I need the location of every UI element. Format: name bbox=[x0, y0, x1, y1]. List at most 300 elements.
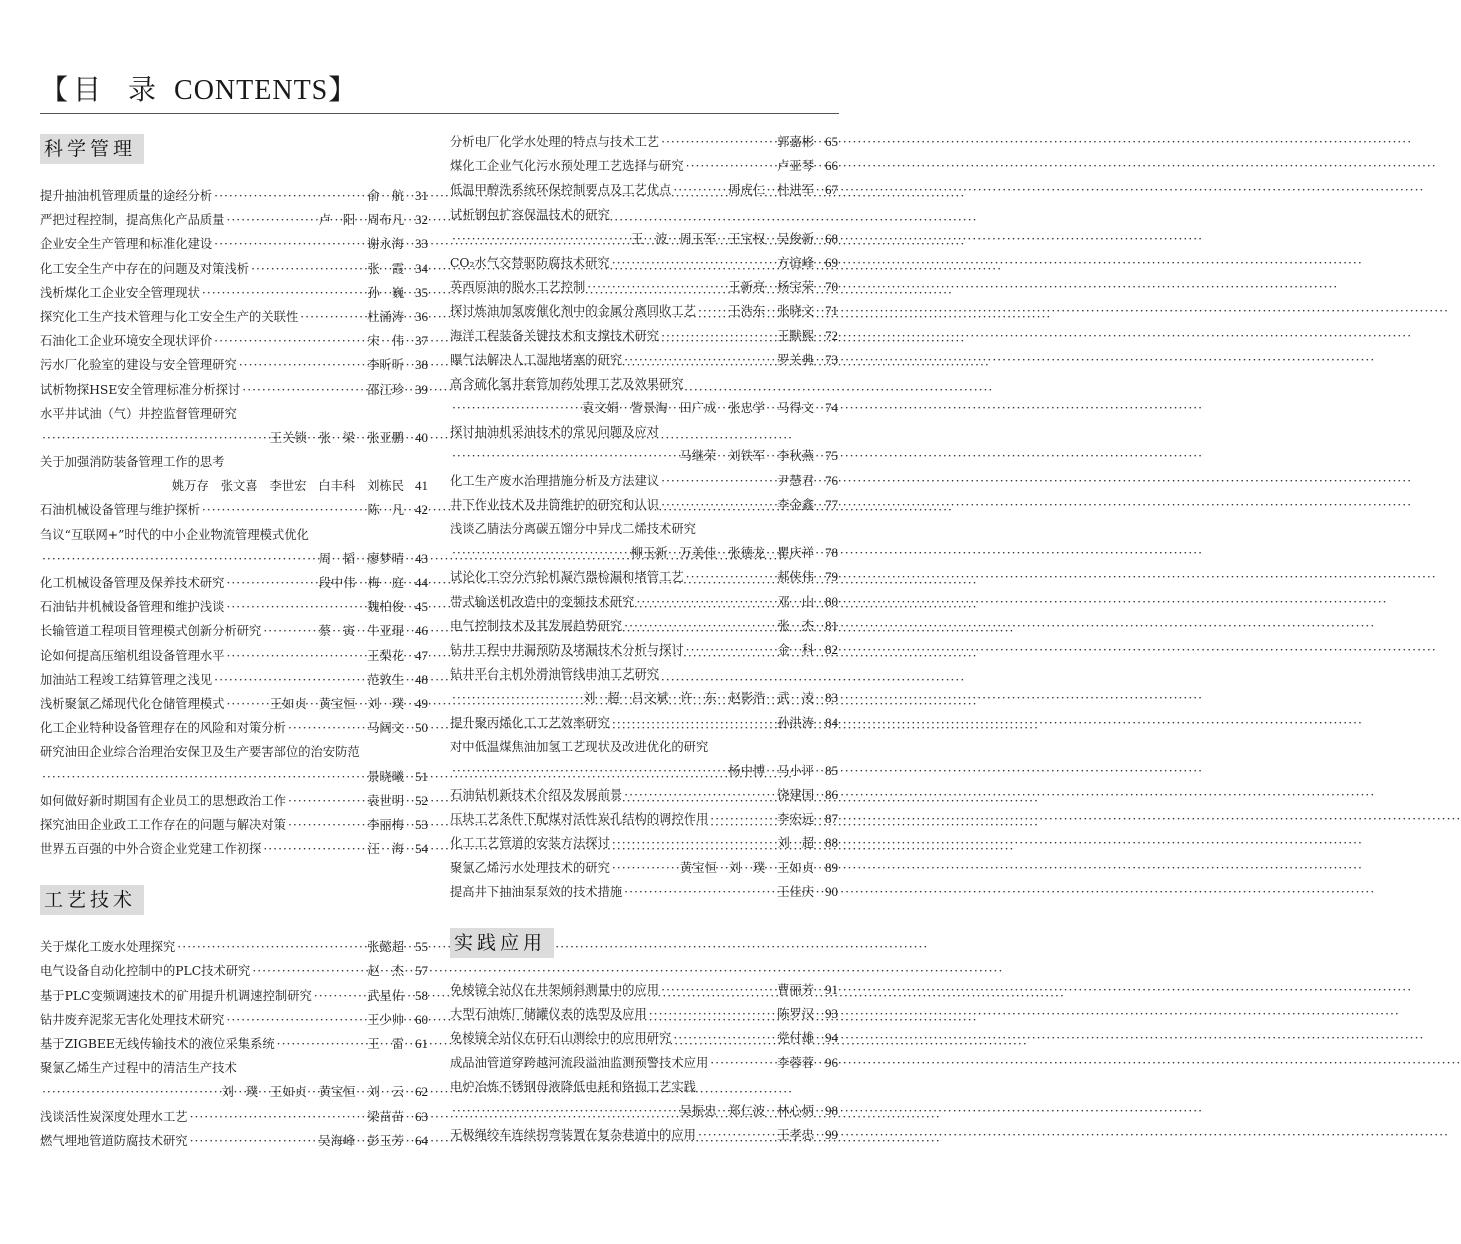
toc-entry-authors: 郭嘉彬 bbox=[777, 135, 814, 149]
toc-entry bbox=[40, 305, 428, 329]
toc-leader-dots bbox=[263, 837, 365, 861]
toc-entry bbox=[450, 735, 838, 783]
toc-entry-authors: 段中伟 梅 庭 bbox=[318, 576, 404, 590]
toc-entry-page: 96 bbox=[825, 1054, 838, 1070]
section-title: 实践应用 bbox=[450, 928, 554, 958]
toc-entry-authors: 李蓉蓉 bbox=[777, 1055, 814, 1070]
toc-entry-page: 93 bbox=[825, 1006, 838, 1022]
toc-entry-authors: 王少帅 bbox=[367, 1012, 404, 1027]
toc-leader-dots bbox=[226, 208, 316, 232]
toc-entry-authors: 王佳庆 bbox=[777, 884, 814, 899]
toc-entry-authors: 张 霞 bbox=[367, 261, 404, 276]
toc-entry-authors: 王新亮 杨宝荣 bbox=[728, 280, 814, 295]
toc-entry-line bbox=[450, 1123, 838, 1147]
toc-entry-authors: 郝侠伟 bbox=[777, 570, 814, 585]
toc-entry-page: 60 bbox=[415, 1011, 428, 1027]
toc-leader-dots bbox=[636, 590, 775, 614]
toc-leader-dots bbox=[661, 469, 775, 493]
toc-entry bbox=[450, 662, 838, 710]
toc-entry-title: 浅谈乙腈法分离碳五馏分中异戊二烯技术研究 bbox=[450, 522, 696, 536]
toc-entry bbox=[40, 619, 428, 643]
toc-entry bbox=[40, 595, 428, 619]
toc-entry-title-line bbox=[450, 372, 838, 396]
toc-leader-dots bbox=[214, 184, 365, 208]
toc-entry-author-line bbox=[40, 547, 428, 571]
toc-entry-title: 探究油田企业政工工作存在的问题与解决对策 bbox=[40, 817, 286, 832]
toc-entry bbox=[40, 1129, 428, 1153]
toc-leader-dots bbox=[202, 281, 366, 305]
toc-entry-title: 压块工艺条件下配煤对活性炭孔结构的调控作用 bbox=[450, 812, 709, 827]
toc-entry-title-line bbox=[450, 735, 838, 759]
section-header bbox=[40, 885, 428, 915]
toc-entry-page: 86 bbox=[825, 787, 838, 803]
toc-leader-dots bbox=[686, 565, 775, 589]
toc-entry-page: 57 bbox=[415, 963, 428, 979]
header-bracket-open: 【 bbox=[40, 75, 70, 106]
toc-entry-title: 燃气埋地管道防腐技术研究 bbox=[40, 1133, 188, 1148]
toc-entry-line bbox=[40, 595, 428, 619]
toc-entry-title: 浅谈活性炭深度处理水工艺 bbox=[40, 1109, 188, 1124]
toc-leader-dots bbox=[42, 1080, 219, 1104]
toc-entry-authors: 黄宝恒 刘 璞 王如贞 bbox=[679, 860, 814, 875]
toc-leader-dots bbox=[612, 251, 775, 275]
toc-leader-dots bbox=[214, 329, 365, 353]
toc-entry-line bbox=[40, 959, 428, 983]
toc-entry bbox=[40, 837, 428, 861]
toc-entry-authors: 景晓曦 bbox=[367, 769, 404, 784]
toc-leader-dots bbox=[452, 686, 581, 710]
header-en: CONTENTS bbox=[174, 75, 329, 106]
toc-entry-title: 免棱镜全站仪在井架倾斜测量中的应用 bbox=[450, 983, 660, 997]
toc-entry-page: 33 bbox=[415, 236, 428, 252]
toc-entry-page: 73 bbox=[825, 351, 838, 367]
toc-leader-dots bbox=[177, 935, 365, 959]
toc-entry-authors: 周虎仁 杜进军 bbox=[728, 183, 814, 198]
toc-leader-dots bbox=[190, 1105, 366, 1129]
toc-entry-title: 关于煤化工废水处理探究 bbox=[40, 940, 176, 955]
toc-leader-dots bbox=[226, 571, 316, 595]
toc-leader-dots bbox=[226, 692, 267, 716]
toc-leader-dots bbox=[661, 978, 775, 1002]
toc-leader-dots bbox=[686, 638, 776, 662]
toc-entry-authors: 饶建国 bbox=[777, 788, 814, 803]
toc-entry-authors: 宋 伟 bbox=[367, 334, 404, 349]
toc-entry bbox=[40, 668, 428, 692]
toc-entry-title-line bbox=[40, 402, 428, 426]
toc-entry-page: 80 bbox=[825, 593, 838, 609]
toc-entry-title: 关于加强消防装备管理工作的思考 bbox=[40, 455, 225, 470]
toc-entry-authors: 党付雄 bbox=[777, 1031, 814, 1046]
toc-entry bbox=[450, 1075, 838, 1123]
toc-leader-dots bbox=[452, 1099, 678, 1123]
toc-entry-line bbox=[40, 208, 428, 232]
toc-entry-authors: 魏柏俊 bbox=[367, 600, 404, 615]
toc-entry-page: 91 bbox=[825, 982, 838, 997]
toc-leader-dots bbox=[698, 1123, 775, 1147]
toc-entry-page: 74 bbox=[825, 400, 838, 416]
toc-entry-authors: 吴海峰 彭玉芳 bbox=[318, 1133, 404, 1148]
toc-entry-line bbox=[450, 783, 838, 807]
toc-entry-authors: 袁文娟 訾景淘 田广成 张忠学 马得文 bbox=[581, 401, 814, 416]
toc-entry bbox=[450, 420, 838, 468]
toc-entry-page: 90 bbox=[825, 883, 838, 899]
toc-entry-title: 污水厂化验室的建设与安全管理研究 bbox=[40, 358, 237, 373]
toc-entry-title: 低温甲醇洗系统环保控制要点及工艺优点 bbox=[450, 183, 672, 198]
toc-entry-line bbox=[450, 831, 838, 855]
toc-entry-line bbox=[40, 1032, 428, 1056]
toc-entry-page: 58 bbox=[415, 987, 428, 1003]
toc-entry-title: 刍议“互联网+”时代的中小企业物流管理模式优化 bbox=[40, 527, 309, 542]
toc-entry bbox=[40, 232, 428, 256]
toc-entry-authors: 方谊峰 bbox=[777, 255, 814, 270]
toc-leader-dots bbox=[314, 984, 365, 1008]
section-title: 工艺技术 bbox=[40, 885, 144, 915]
toc-entry-page: 69 bbox=[825, 254, 838, 270]
toc-entry-page: 67 bbox=[825, 182, 838, 198]
toc-entry-line bbox=[40, 498, 428, 522]
toc-entry bbox=[40, 184, 428, 208]
toc-entry-authors: 孙 巍 bbox=[367, 285, 404, 300]
toc-leader-dots bbox=[239, 353, 365, 377]
toc-entry-title: 化工生产废水治理措施分析及方法建议 bbox=[450, 473, 660, 488]
toc-leader-dots bbox=[226, 1008, 365, 1032]
toc-entry bbox=[450, 1026, 838, 1050]
toc-entry-title: 钻井废弃泥浆无害化处理技术研究 bbox=[40, 1012, 225, 1027]
toc-entry bbox=[450, 831, 838, 855]
toc-entry-line bbox=[450, 978, 838, 1002]
toc-entry bbox=[450, 517, 838, 565]
toc-entry bbox=[450, 469, 838, 493]
toc-leader-dots bbox=[624, 783, 775, 807]
toc-entry bbox=[40, 329, 428, 353]
toc-entry-line bbox=[450, 251, 838, 275]
toc-entry-author-line bbox=[450, 759, 838, 783]
toc-entry-page: 63 bbox=[415, 1108, 428, 1124]
toc-entry-line bbox=[450, 130, 838, 154]
toc-entry-line bbox=[450, 178, 838, 202]
toc-leader-dots bbox=[251, 257, 365, 281]
toc-entry-authors: 柳玉新 万美佳 张德龙 瞿庆祥 bbox=[630, 546, 814, 561]
toc-entry-page: 34 bbox=[415, 260, 428, 276]
toc-entry-authors: 王关锁 张 梁 张亚鹏 bbox=[269, 430, 404, 445]
toc-entry-title: 高含硫化氢井套管加药处理工艺及效果研究 bbox=[450, 376, 684, 391]
toc-entry-title: 钻井平台主机外滑油管线串油工艺研究 bbox=[450, 667, 660, 682]
toc-entry-title: 试析物探HSE安全管理标准分析探讨 bbox=[40, 382, 241, 397]
toc-entry-authors: 王如贞 黄宝恒 刘 璞 bbox=[269, 696, 404, 711]
toc-entry bbox=[450, 154, 838, 178]
contents-header bbox=[40, 68, 840, 108]
toc-leader-dots bbox=[649, 1002, 775, 1026]
toc-entry-authors: 李金鑫 bbox=[777, 497, 814, 512]
toc-entry-author-line bbox=[40, 474, 428, 498]
toc-entry-line bbox=[40, 1105, 428, 1129]
toc-entry-authors: 俞 航 bbox=[367, 189, 404, 203]
toc-entry-authors: 武星佑 bbox=[367, 988, 404, 1003]
section-header bbox=[40, 134, 428, 164]
toc-entry bbox=[40, 450, 428, 498]
toc-entry-page: 94 bbox=[825, 1030, 838, 1046]
toc-entry-title: 带式输送机改造中的变频技术研究 bbox=[450, 594, 635, 609]
toc-entry-page: 45 bbox=[415, 599, 428, 615]
toc-entry-page: 46 bbox=[415, 623, 428, 639]
toc-entry-page: 51 bbox=[415, 768, 428, 784]
toc-entry bbox=[40, 1056, 428, 1104]
toc-leader-dots bbox=[698, 299, 726, 323]
toc-entry bbox=[40, 1032, 428, 1056]
toc-entry-title: 严把过程控制，提高焦化产品质量 bbox=[40, 213, 225, 228]
toc-entry-title: 聚氯乙烯生产过程中的清洁生产技术 bbox=[40, 1061, 237, 1076]
toc-entry bbox=[40, 740, 428, 788]
toc-entry-line bbox=[450, 807, 838, 831]
toc-entry-title: 石油机械设备管理与维护探析 bbox=[40, 503, 200, 518]
toc-entry bbox=[40, 692, 428, 716]
toc-entry-page: 38 bbox=[415, 357, 428, 373]
toc-leader-dots bbox=[277, 1032, 366, 1056]
toc-entry-line bbox=[40, 692, 428, 716]
toc-entry-authors: 李宏远 bbox=[777, 812, 814, 827]
toc-entry-page: 75 bbox=[825, 448, 838, 464]
toc-entry-title: 试析钢包扩容保温技术的研究 bbox=[450, 207, 610, 222]
toc-leader-dots bbox=[624, 348, 775, 372]
toc-leader-dots bbox=[42, 765, 365, 789]
toc-entry-line bbox=[450, 590, 838, 614]
toc-entry bbox=[40, 789, 428, 813]
toc-entry-page: 36 bbox=[415, 308, 428, 324]
toc-entry bbox=[450, 807, 838, 831]
toc-entry bbox=[450, 372, 838, 420]
toc-entry-page: 41 bbox=[415, 478, 428, 494]
toc-entry-title: 化工机械设备管理及保养技术研究 bbox=[40, 576, 225, 590]
toc-entry-title: 浅析煤化工企业安全管理现状 bbox=[40, 285, 200, 300]
toc-leader-dots bbox=[42, 547, 317, 571]
toc-entry-authors: 王 波 周玉军 王宝权 吴俊新 bbox=[631, 231, 814, 246]
toc-entry bbox=[40, 716, 428, 740]
toc-entry-authors: 金 科 bbox=[777, 642, 814, 657]
header-bracket-close: 】 bbox=[328, 75, 358, 106]
toc-entry-line bbox=[40, 353, 428, 377]
column-left bbox=[40, 130, 428, 1153]
toc-entry-title: 提升抽油机管理质量的途经分析 bbox=[40, 189, 213, 203]
toc-entry bbox=[40, 353, 428, 377]
toc-entry bbox=[450, 1123, 838, 1147]
toc-entry-authors: 吴振忠 郑仁波 林心炳 bbox=[679, 1103, 814, 1118]
toc-leader-dots bbox=[624, 880, 775, 904]
toc-entry-authors: 王孝忠 bbox=[777, 1128, 814, 1143]
toc-entry-author-line bbox=[40, 765, 428, 789]
toc-entry-line bbox=[40, 378, 428, 402]
toc-entry-line bbox=[40, 984, 428, 1008]
toc-entry-authors: 马继荣 刘铁军 李秋燕 bbox=[679, 449, 814, 464]
toc-entry-page: 81 bbox=[825, 617, 838, 633]
toc-entry bbox=[40, 984, 428, 1008]
toc-entry-page: 55 bbox=[415, 939, 428, 955]
toc-entry-page: 39 bbox=[415, 381, 428, 397]
toc-entry-authors: 张 杰 bbox=[777, 618, 814, 633]
toc-entry-line bbox=[40, 668, 428, 692]
toc-leader-dots bbox=[612, 831, 776, 855]
toc-entry-title: 化工安全生产中存在的问题及对策浅析 bbox=[40, 261, 250, 276]
toc-entry-page: 62 bbox=[415, 1084, 428, 1100]
toc-entry-line bbox=[40, 813, 428, 837]
toc-entry-title: 海洋工程装备关键技术和支撑技术研究 bbox=[450, 328, 660, 343]
toc-entry-page: 44 bbox=[415, 575, 428, 590]
toc-leader-dots bbox=[452, 227, 629, 251]
toc-entry-title: 提高井下抽油泵泵效的技术措施 bbox=[450, 884, 623, 899]
toc-entry-page: 61 bbox=[415, 1036, 428, 1051]
toc-leader-dots bbox=[612, 856, 678, 880]
toc-leader-dots bbox=[242, 378, 365, 402]
toc-entry-title: 无极绳绞车连续拐弯装置在复杂巷道中的应用 bbox=[450, 1128, 696, 1143]
toc-entry-line bbox=[40, 281, 428, 305]
toc-entry-authors: 谢永海 bbox=[367, 237, 404, 252]
toc-entry-page: 40 bbox=[415, 429, 428, 445]
toc-entry bbox=[450, 978, 838, 1002]
toc-entry bbox=[450, 348, 838, 372]
toc-entry-author-line bbox=[450, 686, 838, 710]
toc-entry-title-line bbox=[450, 420, 838, 444]
toc-entry-title: 成品油管道穿跨越河流段溢油监测预警技术应用 bbox=[450, 1055, 709, 1070]
toc-leader-dots bbox=[673, 178, 726, 202]
toc-entry-line bbox=[40, 789, 428, 813]
toc-entry-title: 基于PLC变频调速技术的矿用提升机调速控制研究 bbox=[40, 988, 312, 1003]
toc-entry-line bbox=[450, 469, 838, 493]
toc-entry-page: 54 bbox=[415, 841, 428, 857]
toc-entry bbox=[450, 711, 838, 735]
toc-entry-page: 64 bbox=[415, 1132, 428, 1148]
toc-leader-dots bbox=[202, 498, 366, 522]
toc-entry-authors: 王浩东 张晓文 bbox=[728, 304, 814, 319]
section-header bbox=[450, 928, 838, 958]
toc-entry-title: 提升聚丙烯化工工艺效率研究 bbox=[450, 715, 610, 730]
toc-entry-title: 论如何提高压缩机组设备管理水平 bbox=[40, 648, 225, 663]
toc-entry-authors: 邓 山 bbox=[777, 594, 814, 609]
toc-entry-authors: 曹丽芳 bbox=[777, 983, 814, 997]
toc-entry-line bbox=[40, 1129, 428, 1153]
toc-entry-title: 电炉冶炼不锈钢母液降低电耗和铬损工艺实践 bbox=[450, 1079, 696, 1094]
toc-entry-title-line bbox=[450, 662, 838, 686]
toc-entry bbox=[40, 257, 428, 281]
toc-entry bbox=[450, 565, 838, 589]
toc-entry-authors: 王默熙 bbox=[777, 328, 814, 343]
toc-leader-dots bbox=[661, 324, 775, 348]
toc-entry bbox=[40, 1105, 428, 1129]
toc-entry-title: 化工工艺管道的安装方法探讨 bbox=[450, 836, 610, 851]
toc-entry-title: 探究化工生产技术管理与化工安全生产的关联性 bbox=[40, 309, 299, 324]
toc-entry-authors: 杜涌涛 bbox=[367, 309, 404, 324]
toc-entry-line bbox=[450, 638, 838, 662]
toc-entry-title: 免棱镜全站仪在矸石山测绘中的应用研究 bbox=[450, 1031, 672, 1046]
toc-entry-line bbox=[450, 493, 838, 517]
toc-entry-title: 水平井试油（气）井控监督管理研究 bbox=[40, 406, 237, 421]
toc-entry bbox=[450, 251, 838, 275]
toc-entry-page: 48 bbox=[415, 671, 428, 687]
toc-leader-dots bbox=[214, 668, 365, 692]
toc-entry-page: 76 bbox=[825, 472, 838, 488]
toc-entry-authors: 范敦生 bbox=[367, 672, 404, 687]
toc-entry-page: 87 bbox=[825, 811, 838, 827]
toc-entry-title: 煤化工企业气化污水预处理工艺选择与研究 bbox=[450, 159, 684, 174]
toc-entry-line bbox=[40, 837, 428, 861]
toc-entry-page: 50 bbox=[415, 720, 428, 736]
toc-entry-page: 99 bbox=[825, 1127, 838, 1143]
toc-entry-line bbox=[450, 1026, 838, 1050]
toc-entry-title: 研究油田企业综合治理治安保卫及生产要害部位的治安防范 bbox=[40, 745, 360, 760]
toc-entry bbox=[450, 1051, 838, 1075]
toc-entry-title: 石油钻机新技术介绍及发展前景 bbox=[450, 788, 623, 803]
toc-entry-page: 32 bbox=[415, 212, 428, 228]
toc-entry-author-line bbox=[450, 444, 838, 468]
toc-entry-title: 企业安全生产管理和标准化建设 bbox=[40, 237, 213, 252]
section-title: 科学管理 bbox=[40, 134, 144, 164]
toc-entry-page: 70 bbox=[825, 279, 838, 295]
toc-entry-title: 探讨炼油加氢废催化剂中的金属分离回收工艺 bbox=[450, 304, 696, 319]
toc-entry-title-line bbox=[40, 740, 428, 764]
toc-entry-page: 88 bbox=[825, 835, 838, 851]
toc-entry-line bbox=[40, 716, 428, 740]
toc-entry-title: 如何做好新时期国有企业员工的思想政治工作 bbox=[40, 793, 286, 808]
toc-entry-line bbox=[450, 324, 838, 348]
toc-entry-author-line bbox=[450, 541, 838, 565]
toc-entry-line bbox=[450, 299, 838, 323]
toc-entry-line bbox=[40, 571, 428, 595]
toc-entry-authors: 刘 超 吕文斌 许 东 赵影浩 武 凌 bbox=[583, 691, 814, 706]
toc-leader-dots bbox=[300, 305, 365, 329]
toc-entry-line bbox=[40, 644, 428, 668]
toc-entry bbox=[450, 275, 838, 299]
toc-entry bbox=[450, 1002, 838, 1026]
toc-entry-page: 72 bbox=[825, 327, 838, 343]
toc-entry-authors: 卢亚琴 bbox=[777, 159, 814, 174]
toc-entry-page: 85 bbox=[825, 762, 838, 778]
toc-entry-authors: 卢 阳 周布凡 bbox=[318, 213, 404, 228]
toc-leader-dots bbox=[452, 396, 580, 420]
toc-leader-dots bbox=[288, 813, 365, 837]
toc-leader-dots bbox=[452, 541, 629, 565]
toc-entry-line bbox=[450, 880, 838, 904]
toc-entry bbox=[450, 178, 838, 202]
toc-entry-line bbox=[40, 305, 428, 329]
toc-entry-title: 电气设备自动化控制中的PLC技术研究 bbox=[40, 964, 251, 979]
toc-entry bbox=[450, 493, 838, 517]
toc-leader-dots bbox=[587, 275, 726, 299]
toc-leader-dots bbox=[252, 959, 365, 983]
toc-leader-dots bbox=[710, 1051, 775, 1075]
toc-entry-line bbox=[450, 711, 838, 735]
toc-entry-page: 68 bbox=[825, 230, 838, 246]
toc-entry-page: 77 bbox=[825, 496, 838, 512]
toc-entry-line bbox=[40, 232, 428, 256]
toc-leader-dots bbox=[288, 716, 365, 740]
toc-entry-line bbox=[40, 1008, 428, 1032]
toc-leader-dots bbox=[686, 154, 775, 178]
toc-entry-title: 石油钻井机械设备管理和维护浅谈 bbox=[40, 600, 225, 615]
toc-leader-dots bbox=[661, 493, 775, 517]
toc-entry-title: 电气控制技术及其发展趋势研究 bbox=[450, 618, 623, 633]
toc-entry-authors: 赵 杰 bbox=[367, 964, 404, 979]
toc-entry-page: 52 bbox=[415, 792, 428, 808]
toc-entry-line bbox=[40, 619, 428, 643]
toc-entry-title: 基于ZIGBEE无线传输技术的液位采集系统 bbox=[40, 1037, 275, 1051]
toc-entry-title: 对中低温煤焦油加氢工艺现状及改进优化的研究 bbox=[450, 739, 709, 754]
toc-leader-dots bbox=[661, 130, 775, 154]
toc-entry-page: 42 bbox=[415, 502, 428, 518]
toc-leader-dots bbox=[226, 595, 365, 619]
toc-entry-author-line bbox=[40, 1080, 428, 1104]
toc-entry bbox=[40, 935, 428, 959]
toc-entry bbox=[40, 959, 428, 983]
toc-entry bbox=[450, 638, 838, 662]
toc-entry-page: 78 bbox=[825, 545, 838, 561]
